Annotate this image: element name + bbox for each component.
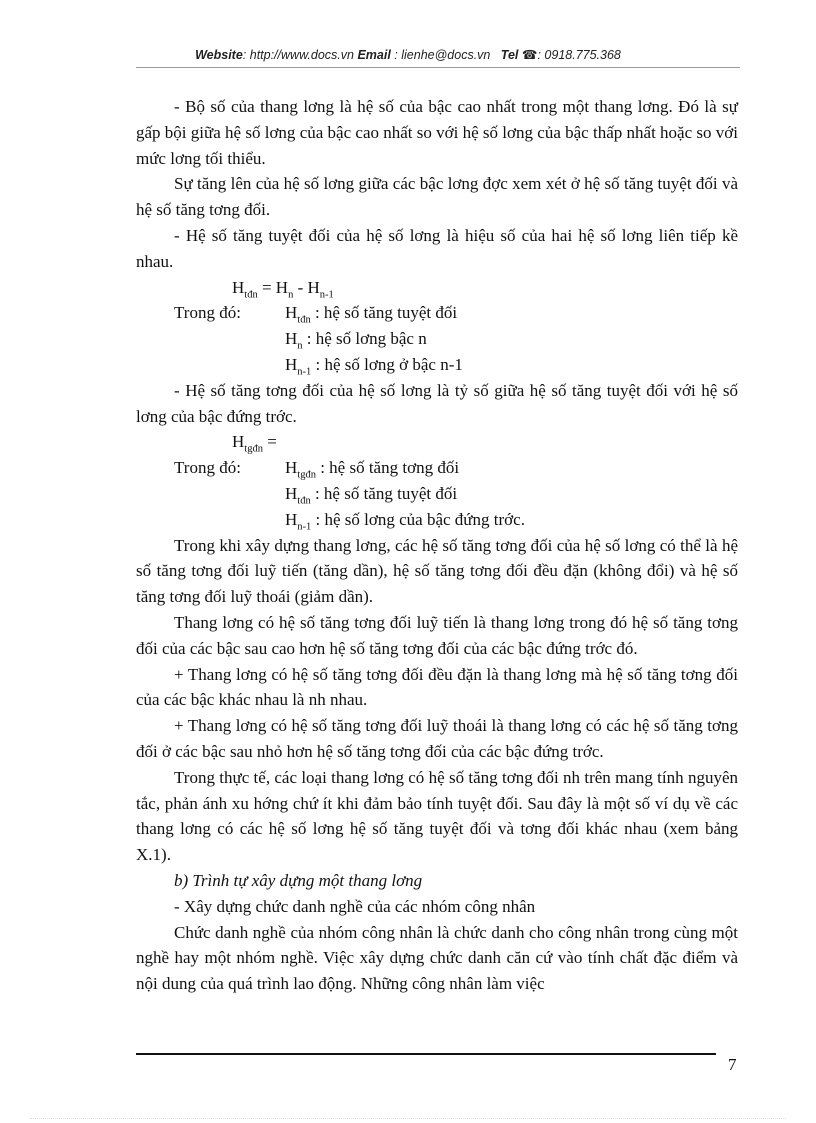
formula-absolute-increase: $H_{tđn} = H_n - H_{n-1}$ xyxy=(232,277,334,300)
definition-row: Trong đó: $H_{tđn}$ : hệ số tăng tuyệt đối xyxy=(136,300,738,326)
definition-row: $H_{tđn}$ : hệ số tăng tuyệt đối xyxy=(285,483,458,507)
definition-row: $H_{n-1}$ : hệ số lơng của bậc đứng trớc. xyxy=(285,509,525,533)
paragraph-1: - Bộ số của thang lơng là hệ số của bậc cao nhất trong một thang lơng. Đó là sự gấp bội giữa hệ số lơng của bậc cao nhất so với hệ số lơng của bậc thấp nhất hoặc so với mức lơng tối thiểu. xyxy=(136,97,738,168)
paragraph-7: + Thang lơng có hệ số tăng tơng đối đều đặn là thang lơng mà hệ số tăng tơng đối của các bậc khác nhau là nh nhau. xyxy=(136,664,738,710)
phone-icon: ☎ xyxy=(521,48,538,62)
paragraph-4: - Hệ số tăng tơng đối của hệ số lơng là tỷ số giữa hệ số tăng tuyệt đối với hệ số lơng của bậc đứng trớc. xyxy=(136,380,738,426)
where-label: Trong đó: xyxy=(174,303,241,323)
email-value[interactable]: : lienhe@docs.vn xyxy=(394,48,491,62)
paragraph-6: Thang lơng có hệ số tăng tơng đối luỹ tiến là thang lơng trong đó hệ số tăng tơng đối của các bậc sau cao hơn hệ số tăng tơng đối của các bậc đứng trớc đó. xyxy=(136,612,738,658)
definition-row: $H_n$ : hệ số lơng bậc n xyxy=(285,329,427,352)
page-header xyxy=(0,47,816,62)
website-label: Website xyxy=(195,48,243,62)
website-value[interactable]: : http://www.docs.vn xyxy=(242,48,354,62)
paragraph-2: Sự tăng lên của hệ số lơng giữa các bậc lơng đợc xem xét ở hệ số tăng tuyệt đối và hệ số tăng tơng đối. xyxy=(136,174,738,220)
email-label: Email xyxy=(357,48,391,62)
where-label: Trong đó: xyxy=(174,458,241,478)
page-edge-dots xyxy=(30,1118,786,1119)
formula-relative-increase: $H_{tgđn}$ = xyxy=(232,432,277,455)
paragraph-10: - Xây dựng chức danh nghề của các nhóm công nhân xyxy=(174,896,536,916)
definition-row: Trong đó: $H_{tgđn}$ : hệ số tăng tơng đối xyxy=(136,455,738,481)
paragraph-9: Trong thực tế, các loại thang lơng có hệ số tăng tơng đối nh trên mang tính nguyên tắc, phản ánh xu hớng chứ ít khi đảm bảo tính tuyệt đối. Sau đây là một số ví dụ về các thang lơng có các hệ số lơng hệ số tăng tuyệt đối và tơng đối khác nhau (xem bảng X.1). xyxy=(136,767,738,865)
paragraph-3: - Hệ số tăng tuyệt đối của hệ số lơng là hiệu số của hai hệ số lơng liên tiếp kề nhau. xyxy=(136,225,738,271)
definition-row: $H_{n-1}$ : hệ số lơng ở bậc n-1 xyxy=(285,354,463,378)
section-heading: b) Trình tự xây dựng một thang lơng xyxy=(174,870,423,890)
header-divider xyxy=(136,67,740,68)
paragraph-11: Chức danh nghề của nhóm công nhân là chức danh cho công nhân trong cùng một nghề hay một nhóm nghề. Việc xây dựng chức danh căn cứ vào tính chất đặc điểm và nội dung của quá trình lao động. Những công nhân làm việc xyxy=(136,922,738,994)
tel-value: : 0918.775.368 xyxy=(537,48,621,62)
paragraph-8: + Thang lơng có hệ số tăng tơng đối luỹ thoái là thang lơng có các hệ số tăng tơng đối ở các bậc sau nhỏ hơn hệ số tăng tơng đối của các bậc đứng trớc. xyxy=(136,716,738,761)
document-body xyxy=(136,94,738,997)
paragraph-5: Trong khi xây dựng thang lơng, các hệ số tăng tơng đối của hệ số lơng có thể là hệ số tăng tơng đối luỹ tiến (tăng dần), hệ số tăng tơng đối đều đặn (không đổi) và hệ số tăng tơng đối luỹ thoái (giảm dần). xyxy=(136,535,738,607)
footer-divider xyxy=(136,1053,716,1055)
tel-label: Tel xyxy=(500,48,519,62)
page-number: 7 xyxy=(728,1055,737,1074)
